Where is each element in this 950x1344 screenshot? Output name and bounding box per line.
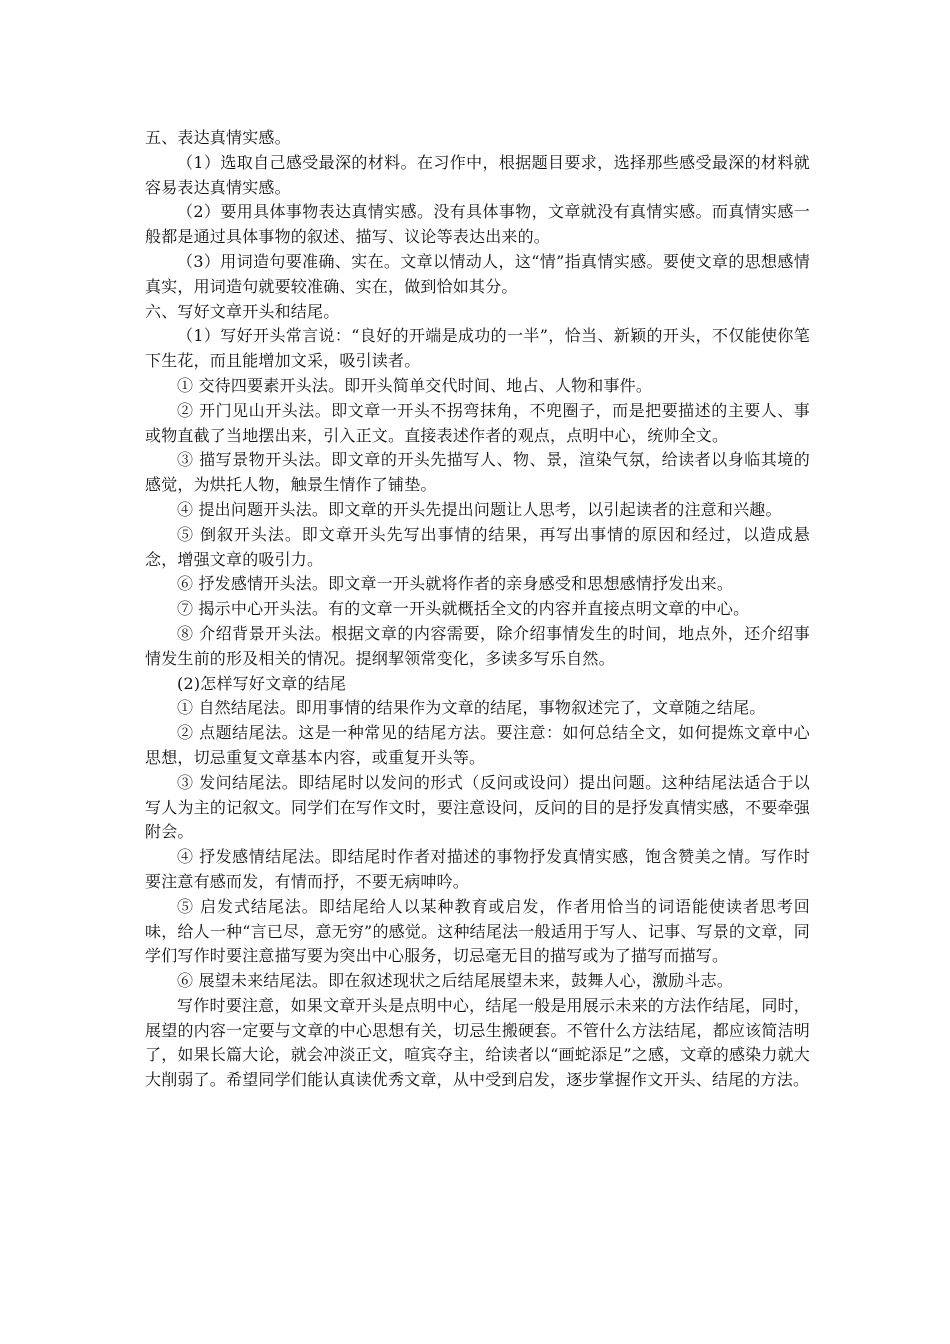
section-heading-6: 六、写好文章开头和结尾。 — [145, 301, 340, 321]
list-item-opening-7: ⑦ 揭示中心开头法。有的文章一开头就概括全文的内容并直接点明文章的中心。 — [177, 599, 750, 619]
list-item-ending-1: ① 自然结尾法。即用事情的结果作为文章的结尾，事物叙述完了，文章随之结尾。 — [177, 698, 766, 718]
paragraph-5-2: （2）要用具体事物表达真情实感。没有具体事物，文章就没有真情实感。而真情实感一般都是通过具体事物的叙述、描写、议论等表达出来的。 — [145, 202, 810, 247]
closing-paragraph: 写作时要注意，如果文章开头是点明中心，结尾一般是用展示未来的方法作结尾，同时，展望的内容一定要与文章的中心思想有关，切忌生搬硬套。不管什么方法结尾，都应该简洁明了，如果长篇大论，就会冲淡正文，喧宾夺主，给读者以“画蛇添足”之感，文章的感染力就大大削弱了。希望同学们能认真读优秀文章，从中受到启发，逐步掌握作文开头、结尾的方法。 — [145, 995, 810, 1090]
list-item-opening-1: ① 交待四要素开头法。即开头简单交代时间、地占、人物和事件。 — [177, 375, 653, 395]
list-item-opening-8: ⑧ 介绍背景开头法。根据文章的内容需要，除介绍事情发生的时间，地点外，还介绍事情发生前的形及相关的情况。提纲挈领常变化，多读多写乐自然。 — [145, 623, 810, 668]
list-item-ending-6: ⑥ 展望未来结尾法。即在叙述现状之后结尾展望未来，鼓舞人心，激励斗志。 — [177, 971, 734, 991]
list-item-ending-4: ④ 抒发感情结尾法。即结尾时作者对描述的事物抒发真情实感，饱含赞美之情。写作时要注意有感而发，有情而抒，不要无病呻吟。 — [145, 847, 810, 891]
list-item-opening-4: ④ 提出问题开头法。即文章的开头先提出问题让人思考，以引起读者的注意和兴趣。 — [177, 499, 782, 519]
list-item-ending-3: ③ 发问结尾法。即结尾时以发问的形式（反问或设问）提出问题。这种结尾法适合于以写人为主的记叙文。同学们在写作文时，要注意设问，反问的目的是抒发真情实感，不要牵强附会。 — [145, 772, 810, 842]
list-item-ending-2: ② 点题结尾法。这是一种常见的结尾方法。要注意：如何总结全文，如何提炼文章中心思想，切忌重复文章基本内容，或重复开头等。 — [145, 723, 810, 767]
paragraph-5-1: （1）选取自己感受最深的材料。在习作中，根据题目要求，选择那些感受最深的材料就容易表达真情实感。 — [145, 152, 810, 197]
list-item-opening-2: ② 开门见山开头法。即文章一开头不拐弯抹角，不兜圈子，而是把要描述的主要人、事或物直截了当地摆出来，引入正文。直接表述作者的观点，点明中心，统帅全文。 — [145, 400, 810, 445]
list-item-opening-3: ③ 描写景物开头法。即文章的开头先描写人、物、景，渲染气氛，给读者以身临其境的感觉，为烘托人物，触景生情作了铺垫。 — [145, 450, 810, 495]
document-body — [145, 126, 810, 1093]
paragraph-5-3: （3）用词造句要准确、实在。文章以情动人，这“情”指真情实感。要使文章的思想感情真实，用词造句就要较准确、实在，做到恰如其分。 — [145, 251, 810, 296]
list-item-opening-5: ⑤ 倒叙开头法。即文章开头先写出事情的结果，再写出事情的原因和经过，以造成悬念，增强文章的吸引力。 — [145, 524, 810, 569]
list-item-opening-6: ⑥ 抒发感情开头法。即文章一开头就将作者的亲身感受和思想感情抒发出来。 — [177, 574, 734, 594]
section-heading-5: 五、表达真情实感。 — [145, 128, 291, 147]
subheading-ending: (2)怎样写好文章的结尾 — [177, 673, 347, 693]
paragraph-opening-intro: （1）写好开头常言说：“良好的开端是成功的一半”，恰当、新颖的开头，不仅能使你笔下生花，而且能增加文采，吸引读者。 — [145, 326, 810, 371]
list-item-ending-5: ⑤ 启发式结尾法。即结尾给人以某种教育或启发，作者用恰当的词语能使读者思考回味，给人一种“言已尽，意无穷”的感觉。这种结尾法一般适用于写人、记事、写景的文章，同学们写作时要注意描写要为突出中心服务，切忌毫无目的描写或为了描写而描写。 — [145, 896, 810, 966]
